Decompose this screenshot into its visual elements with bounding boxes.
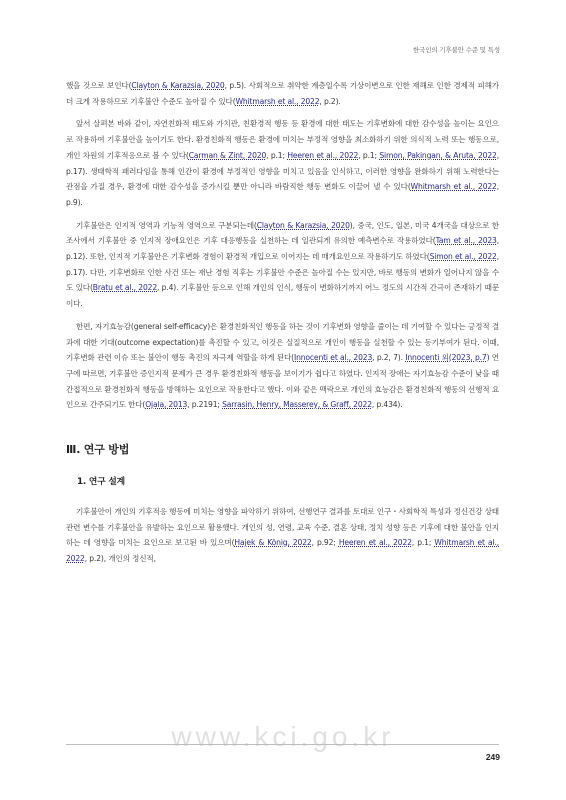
citation-link[interactable]: Bratu et al., 2022	[92, 283, 158, 293]
text-segment: , p.2191;	[187, 400, 223, 410]
citation-link[interactable]: Carman & Zint, 2020	[188, 150, 267, 160]
text-segment: , p.434).	[371, 400, 403, 410]
text-segment: , p.12). 또한, 인지적 기후불안은 기후변화 경험이 환경적 개입으로 이어지는 데 매개요인으로 작용하기도 하였다(	[66, 236, 500, 262]
text-segment: , p.2, 7).	[372, 353, 406, 363]
citation-link[interactable]: Hajek & König, 2022	[234, 538, 312, 548]
body-paragraph	[66, 504, 499, 567]
section-heading: Ⅲ. 연구 방법	[66, 443, 130, 457]
text-segment: 기후불안은 인지적 영역과 기능적 영역으로 구분되는데(	[76, 220, 257, 230]
citation-link[interactable]: Innocenti et al., 2023	[293, 353, 373, 363]
text-segment: 기후불안이 개인의 기후적응 행동에 미치는 영향을 파악하기 위하여, 선행연구 결과를 토대로 인구・사회학적 특성과 정신건강 상태 관련 변수를 기후불안을 유발하는 요인으로 활용했다. 개인의 성, 연령, 교육 수준, 결혼 상태, 정치 성향 등은 기후에 대한 불안을 인지하는 데 영향을 미치는 요인으로 보고된 바 있으며(	[66, 507, 499, 548]
citation-link[interactable]: Whitmarsh et al., 2022	[410, 182, 497, 192]
citation-link[interactable]: Clayton & Karazsia, 2020	[256, 220, 350, 230]
watermark: www.kci.go.kr	[171, 721, 395, 752]
citation-link[interactable]: Heeren et al., 2022	[338, 538, 412, 548]
text-segment: , p.92;	[311, 538, 339, 548]
text-segment: , p.17). 다만, 기후변화로 인한 사건 또는 재난 경험 직후는 기후불안 수준은 높아질 수는 있지만, 바로 행동의 변화가 일어나지 않을 수도 있다(	[66, 252, 499, 293]
citation-link[interactable]: Tam et al., 2023	[435, 236, 497, 246]
body-paragraph	[66, 116, 499, 210]
text-segment: , p.17). 생태학적 패러다임을 통해 인간이 환경에 부정적인 영향을 미치고 있음을 인식하고, 이러한 영향을 완화하기 위해 노력한다는 관점을 가질 경우, 환경에 대한 감수성을 증가시킬 뿐만 아니라 바람직한 행동 변화도 이끌어 낼 수 있다(	[66, 150, 499, 192]
page-body	[66, 78, 499, 567]
text-segment: 연구에 따르면, 기후불안 증인지적 문제가 큰 경우 환경친화적 행동을 보이기가 쉽다고 하였다. 인지적 장애는 자기효능감 수준이 낮을 때 간접적으로 환경친화적 행동을 방해하는 요인으로 작용한다고 했다. 이와 같은 맥락으로 개인의 효능감은 환경친화적 행동의 선행적 요인으로 간주되기도 한다(	[66, 353, 499, 410]
text-segment: , p.2).	[319, 96, 341, 106]
citation-link[interactable]: Innocenti 외(2023, p.7)	[405, 353, 490, 363]
text-segment: , p.1;	[358, 150, 380, 160]
citation-link[interactable]: Simon, Pakingan, & Aruta, 2022	[379, 150, 497, 160]
citation-link[interactable]: Whitmarsh et al., 2022	[235, 96, 320, 106]
text-segment: , p.2), 개인의 정신적,	[84, 554, 156, 564]
text-segment: , p.5). 사회적으로 취약한 계층일수록 기상이변으로 인한 재해로 인한 경제적 피해가 더 크게 작용하므로 기후불안 수준도 높아질 수 있다(	[66, 81, 499, 106]
citation-link[interactable]: Ojala, 2013	[145, 400, 188, 410]
page-number: 249	[485, 752, 500, 762]
body-paragraph	[66, 78, 499, 109]
text-segment: 한편, 자기효능감(general self-efficacy)은 환경친화적인 행동을 하는 것이 기후변화 영향을 줄이는 데 기여할 수 있다는 긍정적 결과에 대한 기대(outcome expectation)를 촉진할 수 있고, 이것은 실질적으로 개인이 행동을 실천할 수 있는 동기부여가 된다. 이때, 기후변화 관련 이슈 또는 불안이 행동 촉진의 자극제 역할을 하게 된다(	[66, 321, 499, 363]
citation-link[interactable]: Sarrasin, Henry, Masserey, & Graff, 2022	[222, 400, 372, 410]
citation-link[interactable]: Clayton & Karazsia, 2020	[131, 81, 225, 90]
text-segment: 했을 것으로 보인다(	[66, 81, 132, 90]
citation-link[interactable]: Heeren et al., 2022	[287, 150, 359, 160]
subsection-heading: 1. 연구 설계	[77, 477, 125, 488]
body-paragraph	[66, 218, 499, 312]
text-segment: 앞서 살펴본 바와 같이, 자연친화적 태도와 가치관, 친환경적 행동 등 환경에 대한 태도는 기후변화에 대한 감수성을 높이는 요인으로 작용하여 기후불안을 높이기도 한다. 환경친화적 행동은 환경에 미치는 부정적 영향을 최소화하기 위한 의식적 노력 또는 행동으로, 개인 차원의 기후적응으로 볼 수 있다(	[66, 119, 499, 160]
text-segment: , p.9).	[66, 182, 500, 207]
footer-rule	[66, 744, 499, 745]
text-segment: , p.1;	[266, 150, 288, 160]
text-segment: ), 중국, 인도, 일본, 미국 4개국을 대상으로 한 조사에서 기후불안 중 인지적 장애요인은 기후 대응행동을 실천하는 데 일관되게 유의한 예측변수로 작용하였다(	[66, 220, 499, 246]
citation-link[interactable]: Whitmarsh et al., 2022	[66, 538, 499, 564]
citation-link[interactable]: Simon et al., 2022	[429, 252, 497, 262]
text-segment: , p.4). 기후불안 등으로 인해 개인의 인식, 행동이 변화하기까지 어느 정도의 시간적 간극이 존재하기 때문이다.	[66, 283, 500, 309]
running-header: 한국인의 기후불안 수준 및 특성	[412, 47, 500, 54]
text-segment: , p.1;	[411, 538, 435, 548]
body-paragraph	[66, 319, 499, 413]
